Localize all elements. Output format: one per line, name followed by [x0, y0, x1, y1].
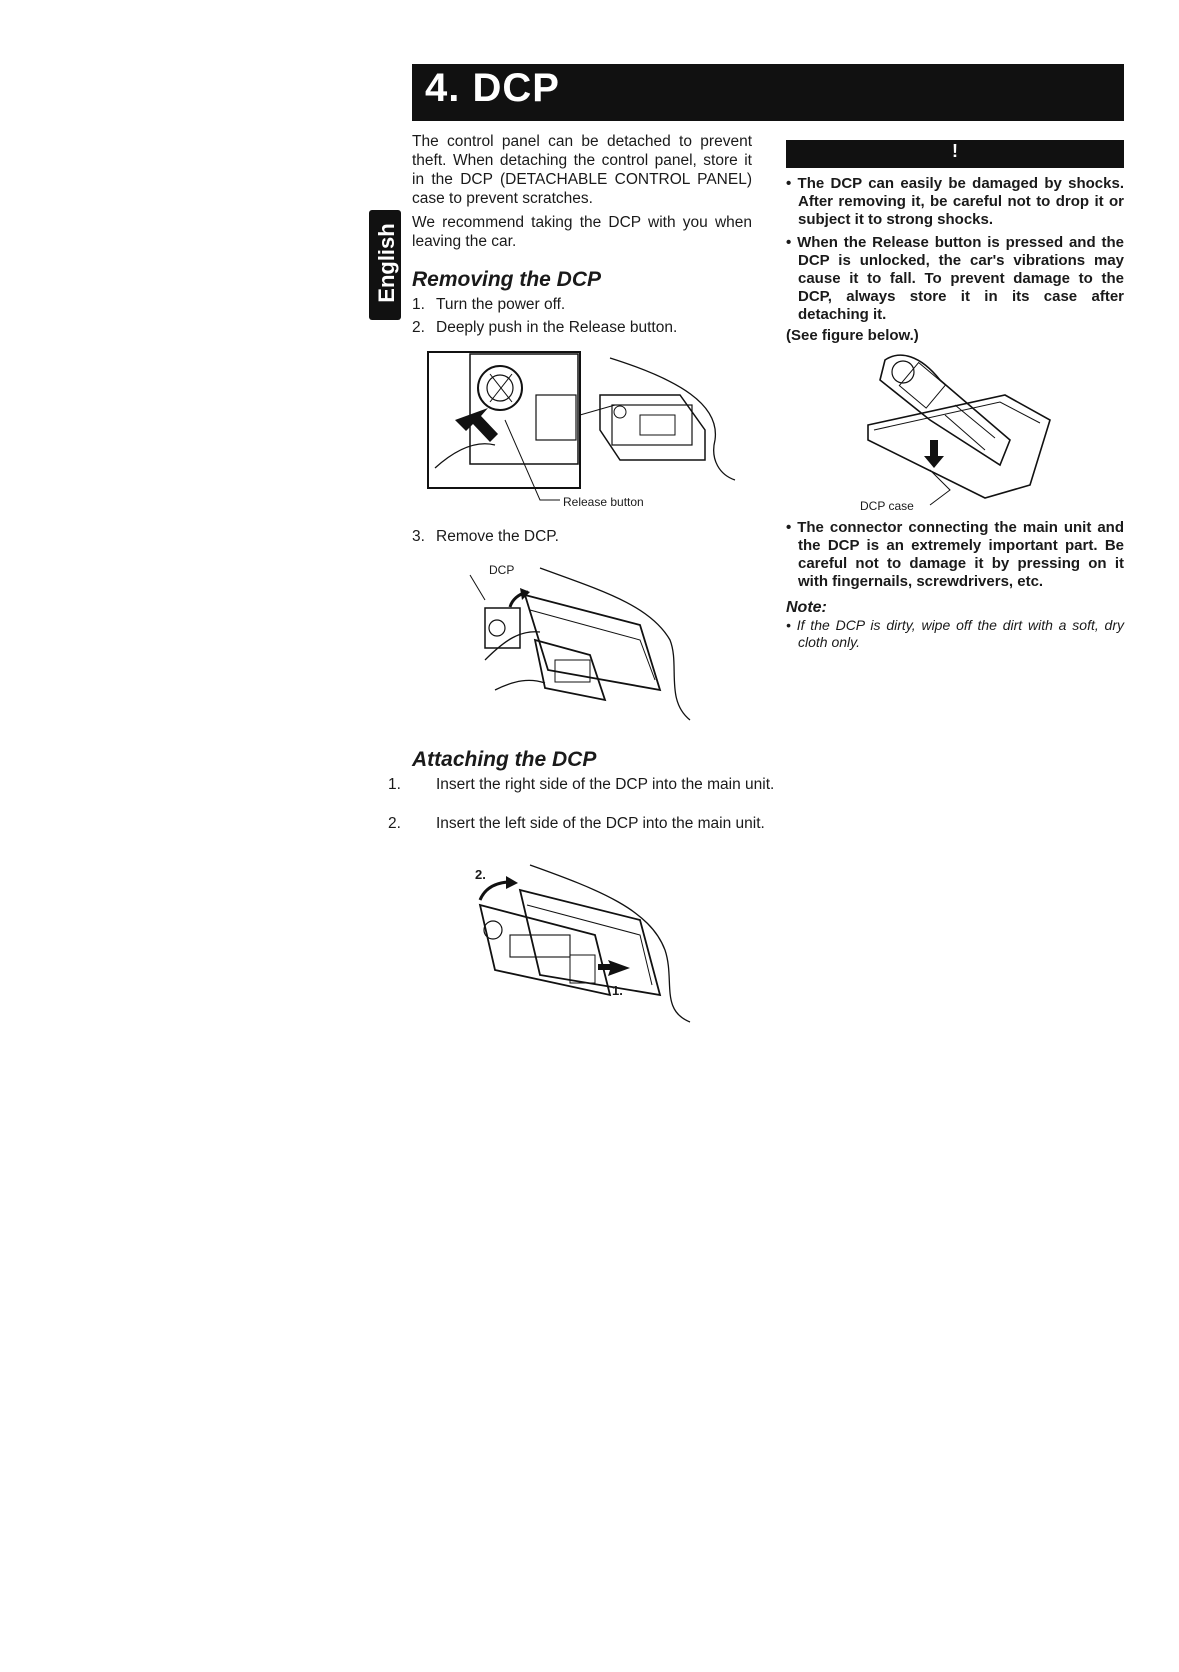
intro-paragraph-1: The control panel can be detached to prevent theft. When detaching the control panel, store it in the DCP (DETACHABLE CONTROL PANEL) case to prevent scratches. [412, 133, 752, 207]
note-heading: Note: [786, 599, 827, 616]
removing-heading: Removing the DCP [412, 268, 602, 291]
step-text: Insert the right side of the DCP into the main unit. [436, 776, 775, 793]
step-text: Remove the DCP. [436, 528, 559, 545]
dcp-case-caption: DCP case [860, 499, 914, 513]
step-number: 1. [388, 776, 401, 793]
caution-bullet-1: • The DCP can easily be damaged by shocks. After removing it, be careful not to drop it or subject it to strong shocks. [786, 175, 1124, 228]
attach-step-2-marker: 2. [475, 867, 486, 882]
language-tab-label: English [374, 223, 399, 303]
release-button-caption: Release button [563, 495, 644, 509]
step-number: 2. [388, 815, 401, 832]
caution-bullet-3: • The connector connecting the main unit and the DCP is an extremely important part. Be careful not to damage it by pressing on it with fingernails, screwdrivers, etc. [786, 519, 1124, 590]
step-text: Turn the power off. [436, 296, 566, 313]
note-text: • If the DCP is dirty, wipe off the dirt with a soft, dry cloth only. [786, 617, 1124, 650]
step-number: 1. [412, 296, 425, 313]
see-figure-note: (See figure below.) [786, 327, 919, 344]
dcp-figure-caption: DCP [489, 563, 515, 577]
step-text: Insert the left side of the DCP into the main unit. [436, 815, 765, 832]
caution-bullet-3-block [786, 519, 1124, 596]
step-text: Deeply push in the Release button. [436, 319, 678, 336]
step-number: 3. [412, 528, 425, 545]
step-number: 2. [412, 319, 425, 336]
attaching-heading: Attaching the DCP [412, 748, 597, 771]
caution-mark: ! [952, 141, 958, 161]
attach-step-1-marker: 1. [612, 983, 623, 998]
intro-paragraph-2: We recommend taking the DCP with you when leaving the car. [412, 214, 752, 250]
caution-bullet-2: • When the Release button is pressed and the DCP is unlocked, the car's vibrations may cause it to fall. To prevent damage to the DCP, always store it in its case after detaching it. [786, 234, 1124, 323]
section-title: 4. DCP [425, 66, 560, 110]
